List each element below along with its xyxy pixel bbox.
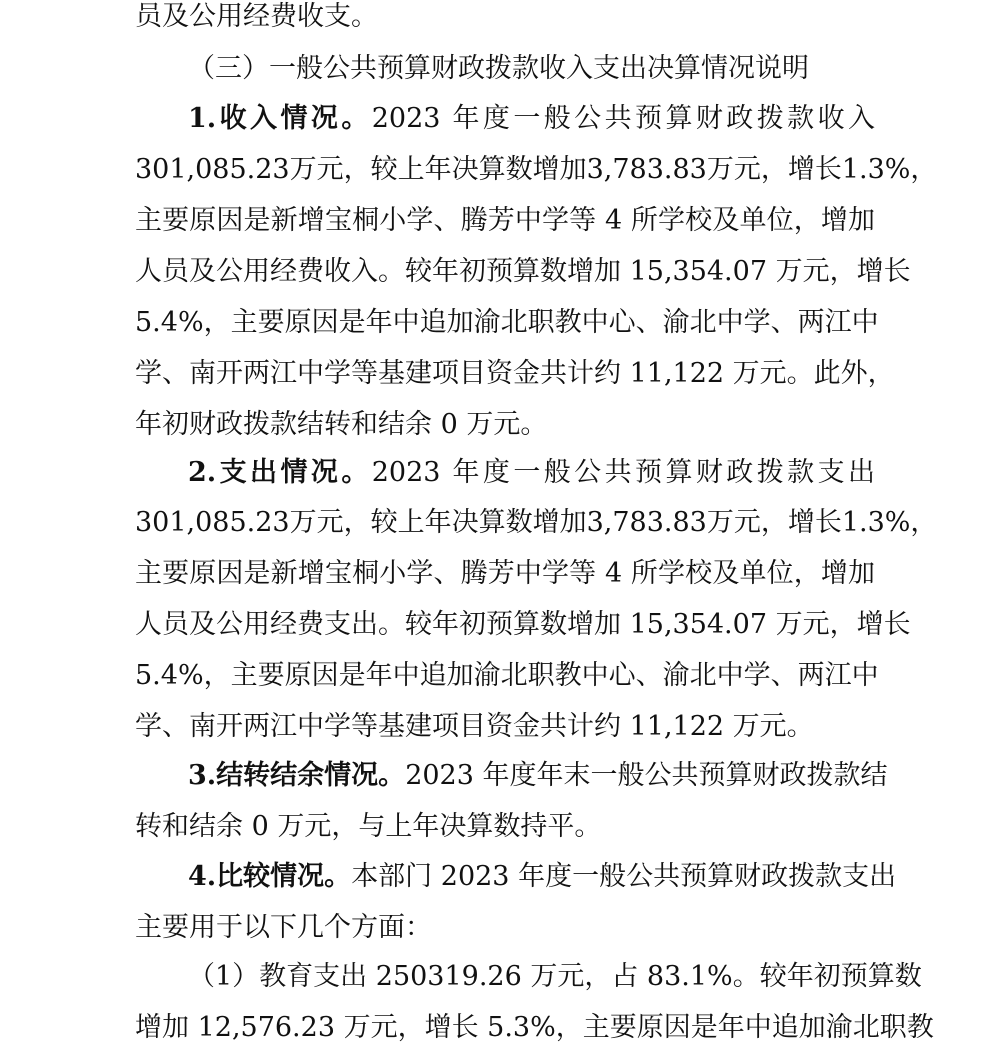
line-text: 员及公用经费收支。 (135, 1, 378, 32)
line-text: 2023 年度一般公共预算财政拨款收入 (371, 103, 876, 134)
paragraph-line (135, 659, 879, 693)
paragraph-line (135, 608, 911, 642)
line-text: 301,085.23万元，较上年决算数增加3,783.83万元，增长1.3%， (135, 507, 938, 538)
line-text: 人员及公用经费收入。较年初预算数增加 15,354.07 万元，增长 (135, 256, 911, 287)
paragraph-line (135, 557, 875, 591)
line-text: 增加 12,576.23 万元，增长 5.3%，主要原因是年中追加渝北职教 (135, 1012, 934, 1043)
paragraph-line (188, 102, 875, 136)
paragraph-line (135, 204, 875, 238)
line-text: 年初财政拨款结转和结余 0 万元。 (135, 409, 548, 440)
paragraph-line (135, 408, 875, 442)
subsection-title: 2.支出情况。 (188, 457, 372, 488)
paragraph-line (135, 153, 938, 187)
line-text: 本部门 2023 年度一般公共预算财政拨款支出 (351, 861, 897, 892)
paragraph-line (188, 456, 875, 490)
line-text: 301,085.23万元，较上年决算数增加3,783.83万元，增长1.3%， (135, 154, 938, 185)
paragraph-line (135, 255, 911, 289)
paragraph-line (135, 1011, 934, 1045)
paragraph-line (135, 911, 875, 945)
line-text: 学、南开两江中学等基建项目资金共计约 11,122 万元。 (135, 711, 814, 742)
line-text: 5.4%，主要原因是年中追加渝北职教中心、渝北中学、两江中 (135, 660, 879, 691)
subsection-title: 4.比较情况。 (188, 861, 352, 892)
paragraph-line (135, 810, 875, 844)
paragraph-line (135, 357, 895, 391)
subsection-title: 1.收入情况。 (188, 103, 372, 134)
paragraph-line (135, 0, 875, 34)
line-text: 2023 年度年末一般公共预算财政拨款结 (405, 760, 888, 791)
line-text: 2023 年度一般公共预算财政拨款支出 (371, 457, 876, 488)
line-text: 学、南开两江中学等基建项目资金共计约 11,122 万元。此外， (135, 358, 895, 389)
line-text: 主要原因是新增宝桐小学、腾芳中学等 4 所学校及单位，增加 (135, 205, 875, 236)
section-heading-text: （三）一般公共预算财政拨款收入支出决算情况说明 (188, 53, 809, 84)
line-text: 主要原因是新增宝桐小学、腾芳中学等 4 所学校及单位，增加 (135, 558, 875, 589)
paragraph-line (135, 710, 875, 744)
paragraph-line (188, 960, 922, 994)
paragraph-line (135, 306, 879, 340)
section-heading (188, 52, 809, 86)
line-text: 人员及公用经费支出。较年初预算数增加 15,354.07 万元，增长 (135, 609, 911, 640)
subsection-title: 3.结转结余情况。 (188, 760, 406, 791)
line-text: 转和结余 0 万元，与上年决算数持平。 (135, 811, 602, 842)
paragraph-line (188, 860, 897, 894)
line-text: 5.4%，主要原因是年中追加渝北职教中心、渝北中学、两江中 (135, 307, 879, 338)
paragraph-line (188, 759, 888, 793)
paragraph-line (135, 506, 938, 540)
line-text: （1）教育支出 250319.26 万元，占 83.1%。较年初预算数 (188, 961, 922, 992)
line-text: 主要用于以下几个方面： (135, 912, 432, 943)
